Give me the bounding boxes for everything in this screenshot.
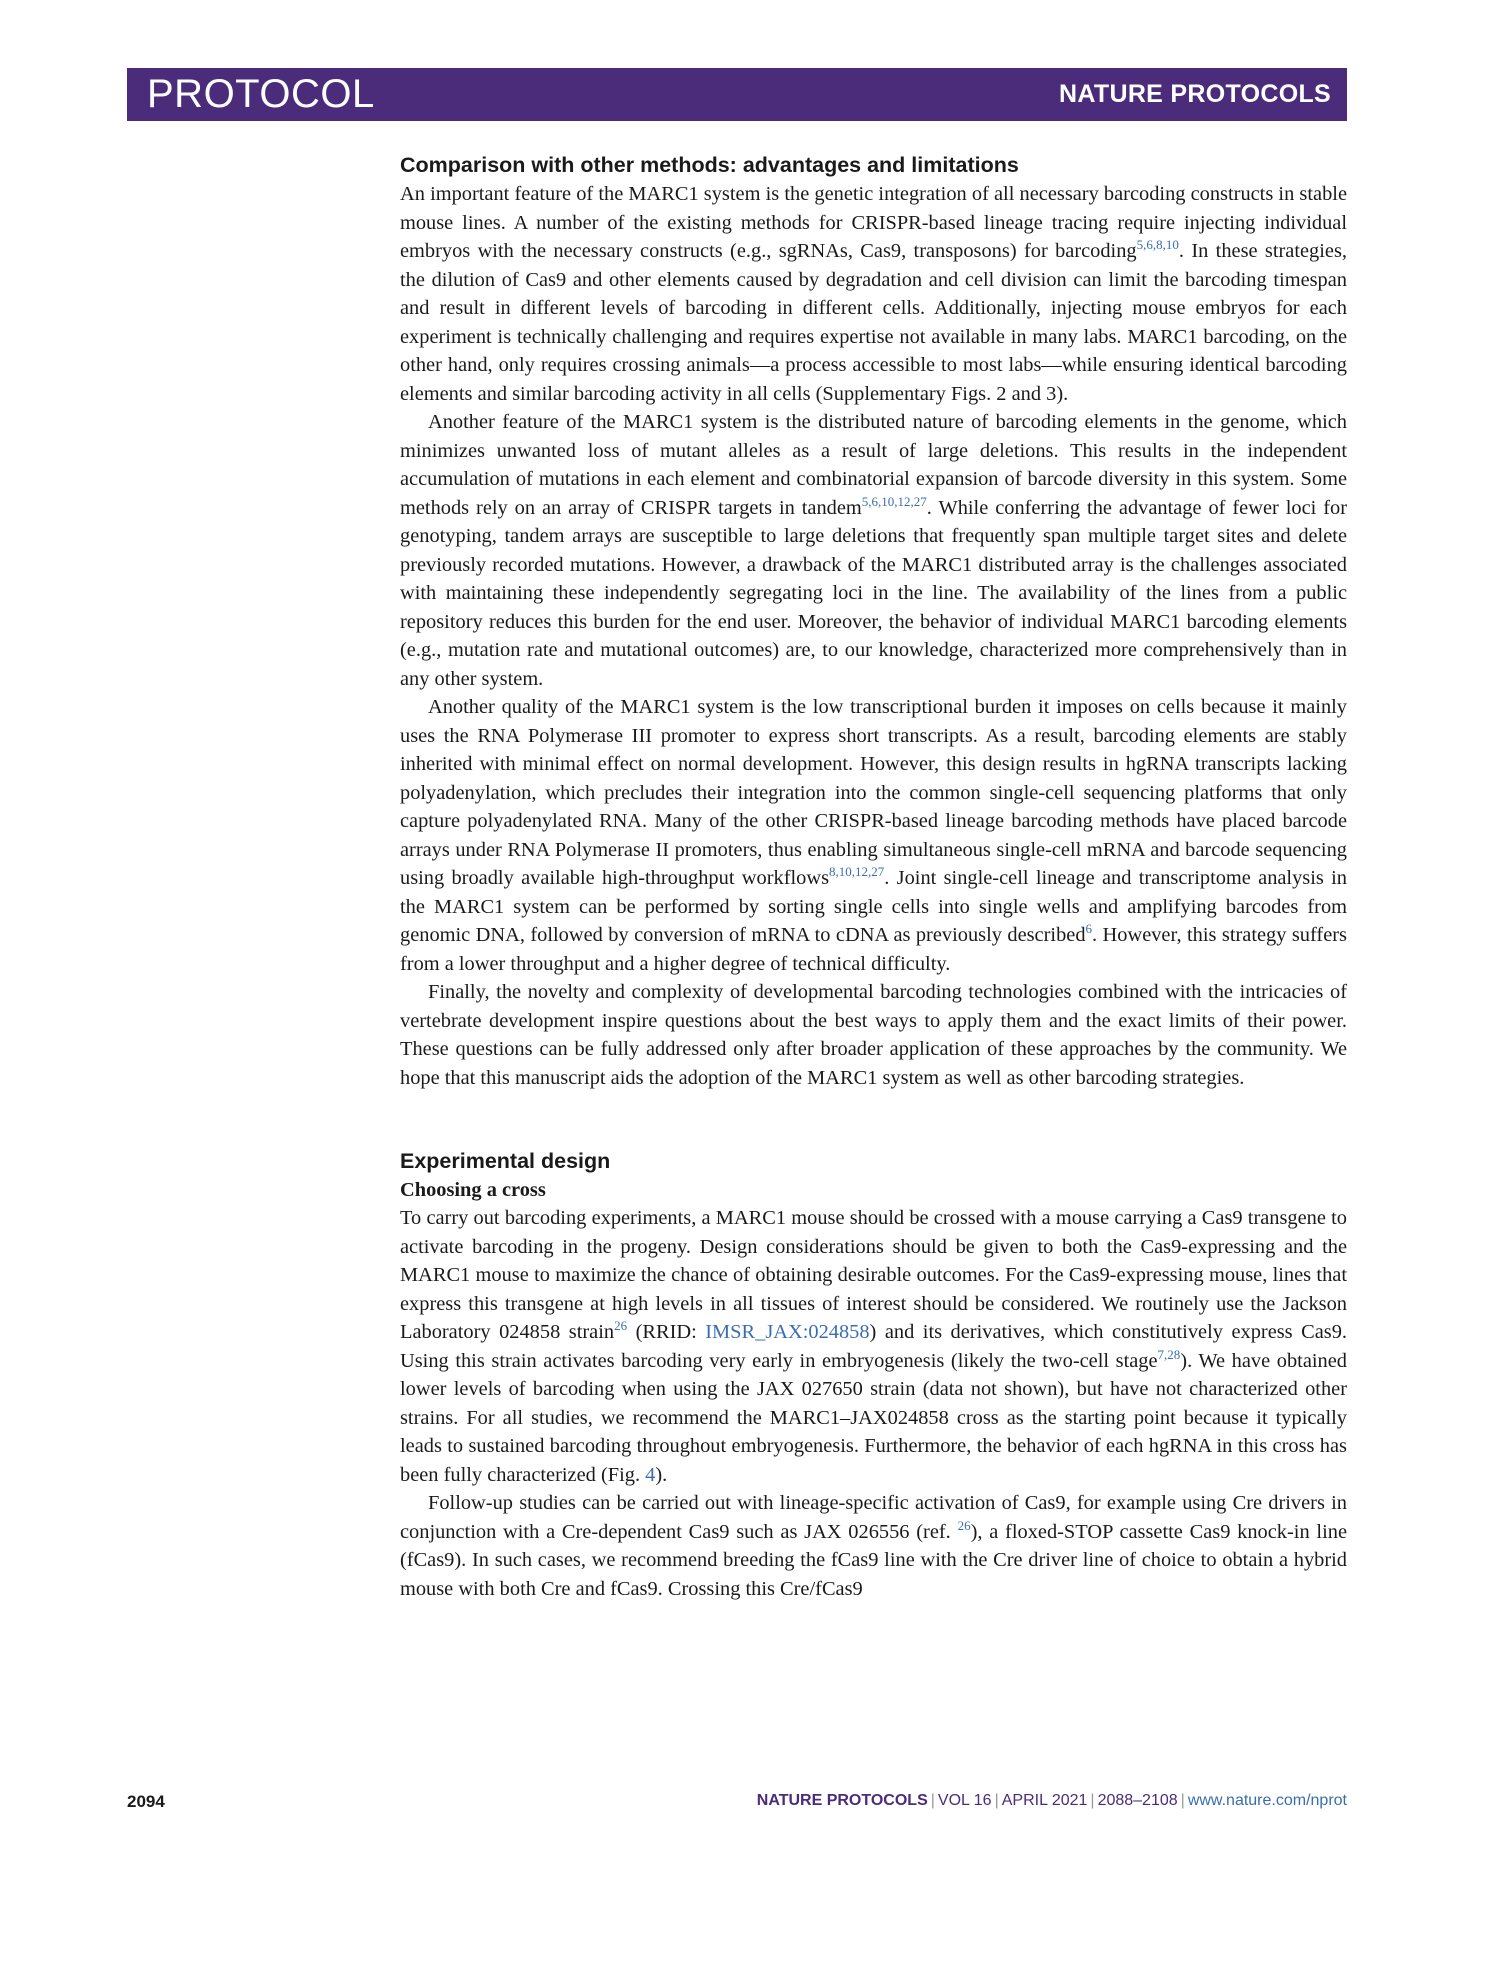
separator: | <box>1090 1792 1095 1809</box>
separator: | <box>930 1792 935 1809</box>
footer-pages: 2088–2108 <box>1097 1792 1178 1809</box>
citation-link[interactable]: 6 <box>1085 921 1093 936</box>
citation-link[interactable]: 5,6,8,10 <box>1136 237 1179 252</box>
citation-link[interactable]: 7,28 <box>1157 1346 1181 1362</box>
subsection-heading: Choosing a cross <box>400 1179 546 1201</box>
text: To carry out barcoding experiments, a MARC1 mouse should be crossed with a mouse carrying a Cas9 transgene to activate barcoding in the progeny. Design considerations should be given to both the Cas9-expressing and the MARC1 mouse to maximize the chance of obtaining desirable outcomes. For the Cas9-expressing mouse, lines that express this transgene at high levels in all tissues of interest should be considered. We routinely use the Jackson Laboratory 024858 strain <box>400 1207 1347 1343</box>
text: Another quality of the MARC1 system is the low transcriptional burden it imposes on cells because it mainly uses the RNA Polymerase III promoter to express short transcripts. As a result, barcoding elements are stably inherited with minimal effect on normal development. However, this design results in hgRNA transcripts lacking polyadenylation, which precludes their integration into the common single-cell sequencing platforms that only capture polyadenylated RNA. Many of the other CRISPR-based lineage barcoding methods have placed barcode arrays under RNA Polymerase II promoters, thus enabling simultaneous single-cell mRNA and barcode sequencing using broadly available high-throughput workflows <box>400 696 1347 889</box>
paragraph <box>400 408 1347 693</box>
journal-name: NATURE PROTOCOLS <box>1059 80 1331 108</box>
citation-link[interactable]: 5,6,10,12,27 <box>861 493 927 509</box>
figure-link[interactable]: 4 <box>645 1463 656 1486</box>
paragraph: Finally, the novelty and complexity of developmental barcoding technologies combined with the intricacies of vertebrate development inspire questions about the best ways to apply them and the exact limits of their power. These questions can be fully addressed only after broader application of these approaches by the community. We hope that this manuscript aids the adoption of the MARC1 system as well as other barcoding strategies. <box>400 981 1347 1089</box>
separator: | <box>994 1792 999 1809</box>
footer-url-link[interactable]: www.nature.com/nprot <box>1187 1792 1347 1809</box>
paragraph <box>400 180 1347 408</box>
article-body <box>400 150 1347 1603</box>
citation-link[interactable]: 26 <box>614 1318 628 1333</box>
footer-citation <box>757 1792 1347 1810</box>
text: Follow-up studies can be carried out with lineage-specific activation of Cas9, for example using Cre drivers in conjunction with a Cre-dependent Cas9 such as JAX 026556 (ref. <box>400 1492 1347 1543</box>
page-number: 2094 <box>127 1792 165 1811</box>
footer-date: APRIL 2021 <box>1001 1792 1088 1809</box>
text: (RRID: <box>627 1321 706 1343</box>
section-label: PROTOCOL <box>147 72 375 116</box>
section-heading-comparison: Comparison with other methods: advantages and limitations <box>400 153 1019 177</box>
text: . However, this strategy suffers from a lower throughput and a higher degree of technical difficulty. <box>400 924 1347 975</box>
separator: | <box>1180 1792 1185 1809</box>
section-heading-experimental-design: Experimental design <box>400 1149 611 1173</box>
footer-journal: NATURE PROTOCOLS <box>756 1792 928 1809</box>
citation-link[interactable]: 26 <box>957 1517 971 1533</box>
text: ). We have obtained lower levels of barcoding when using the JAX 027650 strain (data not shown), but have not characterized other strains. For all studies, we recommend the MARC1–JAX024858 cross as the starting point because it typically leads to sustained barcoding throughout embryogenesis. Furthermore, the behavior of each hgRNA in this cross has been fully characterized (Fig. <box>400 1349 1347 1486</box>
rrid-link[interactable]: IMSR_JAX:024858 <box>705 1321 870 1343</box>
text: . While conferring the advantage of fewer loci for genotyping, tandem arrays are susceptible to large deletions that frequently span multiple target sites and delete previously recorded mutations. However, a drawback of the MARC1 distributed array is the challenges associated with maintaining these independently segregating loci in the line. The availability of the lines from a public repository reduces this burden for the end user. Moreover, the behavior of individual MARC1 barcoding elements (e.g., mutation rate and mutational outcomes) are, to our knowledge, characterized more comprehensively than in any other system. <box>400 496 1347 690</box>
citation-link[interactable]: 8,10,12,27 <box>829 864 885 879</box>
footer-volume: VOL 16 <box>937 1792 992 1809</box>
text: ). <box>655 1463 668 1486</box>
text: ) and its derivatives, which constitutively express Cas9. Using this strain activates barcoding very early in embryogenesis (likely the two-cell stage <box>400 1321 1347 1372</box>
header-banner <box>127 68 1347 121</box>
text: An important feature of the MARC1 system is the genetic integration of all necessary barcoding constructs in stable mouse lines. A number of the existing methods for CRISPR-based lineage tracing require injecting individual embryos with the necessary constructs (e.g., sgRNAs, Cas9, transposons) for barcoding <box>400 183 1347 262</box>
text: Another feature of the MARC1 system is the distributed nature of barcoding elements in the genome, which minimizes unwanted loss of mutant alleles as a result of large deletions. This results in the independent accumulation of mutations in each element and combinatorial expansion of barcode diversity in this system. Some methods rely on an array of CRISPR targets in tandem <box>400 411 1347 519</box>
paragraph <box>400 693 1347 978</box>
section-spacer <box>400 1092 1347 1146</box>
paragraph <box>400 1489 1347 1603</box>
text: ), a floxed-STOP cassette Cas9 knock-in line (fCas9). In such cases, we recommend breeding the fCas9 line with the Cre driver line of choice to obtain a hybrid mouse with both Cre and fCas9. Crossing this Cre/fCas9 <box>400 1520 1348 1600</box>
text: . Joint single-cell lineage and transcriptome analysis in the MARC1 system can be performed by sorting single cells into single wells and amplifying barcodes from genomic DNA, followed by conversion of mRNA to cDNA as previously described <box>400 867 1347 946</box>
paragraph <box>400 1204 1347 1489</box>
text: . In these strategies, the dilution of Cas9 and other elements caused by degradation and cell division can limit the barcoding timespan and result in different levels of barcoding in different cells. Additionally, injecting mouse embryos for each experiment is technically challenging and requires expertise not available in many labs. MARC1 barcoding, on the other hand, only requires crossing animals—a process accessible to most labs—while ensuring identical barcoding elements and similar barcoding activity in all cells (Supplementary Figs. 2 and 3). <box>400 240 1348 405</box>
